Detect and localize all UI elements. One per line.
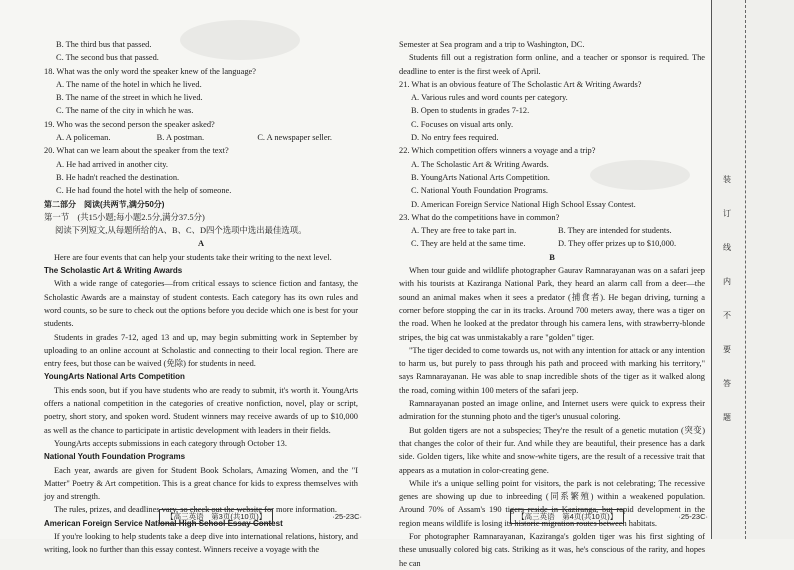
text-line: C. The second bus that passed. (56, 53, 159, 63)
option: C. A newspaper seller. (257, 133, 333, 143)
option: B. YoungArts National Arts Competition. (411, 172, 550, 182)
text-line: 第一节 (共15小题;每小题2.5分,满分37.5分) (44, 212, 205, 222)
question-23-options-row (399, 224, 705, 237)
text-line: 阅读下列短文,从每题所给的A、B、C、D四个选项中选出最佳选项。 (55, 226, 307, 236)
question-23: 23. What do the competitions have in common? (399, 212, 560, 222)
option: C. Focuses on visual arts only. (411, 119, 514, 129)
option: B. Open to students in grades 7-12. (411, 106, 530, 116)
option: A. Various rules and word counts per category. (411, 93, 568, 103)
paragraph: Students in grades 7-12, aged 13 and up, may begin submitting work in September by uploading to an online account at Scholastic and connecting to their local region. There are entry fees, but those can be waived (免除) for students in need. (44, 332, 358, 369)
paragraph: Students fill out a registration form online, and a teacher or sponsor is required. The deadline to enter is the first week of April. (399, 53, 705, 76)
text-line: A. The name of the hotel in which he lived. (56, 79, 202, 89)
binding-char: 线 (723, 243, 731, 252)
paragraph-continued: Semester at Sea program and a trip to Washington, DC. (399, 40, 585, 49)
paragraph: The rules, prizes, and deadlines vary, so check out the website for more information. (54, 505, 337, 515)
part-heading: 第二部分 阅读(共两节,满分50分) (44, 199, 165, 209)
page-number-label: 【高三英语 第4页(共10页)】 (510, 509, 624, 524)
question-23-options-row (399, 237, 705, 250)
binding-char: 答 (723, 379, 731, 388)
page-number-label: 【高三英语 第3页(共10页)】 (159, 509, 273, 524)
question-22: 22. Which competition offers winners a voyage and a trip? (399, 146, 596, 156)
option: A. The Scholastic Art & Writing Awards. (411, 159, 549, 169)
text-line: C. He had found the hotel with the help of someone. (56, 186, 232, 196)
text-line: B. The third bus that passed. (56, 40, 152, 49)
option: D. They offer prizes up to $10,000. (558, 239, 677, 249)
binding-char: 要 (723, 345, 731, 354)
section-heading: The Scholastic Art & Writing Awards (44, 266, 183, 276)
text-line: A. He had arrived in another city. (56, 159, 169, 169)
passage-letter: B (549, 252, 555, 262)
option: A. A policeman. (56, 133, 111, 143)
binding-char: 装 (723, 175, 731, 184)
text-line: 20. What can we learn about the speaker from the text? (44, 146, 229, 156)
paragraph: If you're looking to help students take a deep dive into international relations, history, and writing, look no further than this essay contest. Winners receive a voyage with the (44, 531, 358, 555)
paragraph: While it's a unique selling point for visitors, the park is not celebrating; The recessive genes are showing up due to inbreeding (同系繁殖) within a weakened population. Around 70% of Assam's 190 tigers reside in Kaziranga, but rapid development in the region means wildlife is losing its historic migration routes between habitats. (399, 478, 705, 528)
question-19-options (44, 131, 358, 144)
text-line: C. The name of the city in which he was. (56, 106, 194, 116)
option: C. National Youth Foundation Programs. (411, 186, 549, 196)
cut-line (745, 0, 747, 539)
question-21: 21. What is an obvious feature of The Scholastic Art & Writing Awards? (399, 79, 642, 89)
section-heading: American Foreign Service National High School Essay Contest (44, 518, 283, 528)
paragraph: "The tiger decided to come towards us, not with any intention for attack or any intention to harm us, but purely to pass through his path and proceed with marking his territory," says Ramnarayanan. He was able to snap incredible shots of the tiger as it walked along the road, coming within 100 meters of the safari jeep. (399, 345, 705, 395)
intro-paragraph: Here are four events that can help your students take their writing to the next level. (54, 252, 332, 262)
section-heading: National Youth Foundation Programs (44, 452, 186, 462)
paragraph: Ramnarayanan posted an image online, and Internet users were quick to express their admiration for the stunning photo and the tiger's unusual coloring. (399, 399, 705, 422)
paragraph: When tour guide and wildlife photographer Gaurav Ramnarayanan was on a safari jeep with his tourists at Kaziranga National Park, they heard an alarm call from a deer—the sound an animal makes when it sees a predator (捕食者). He began driving, turning a corner before stopping the car in its tracks. Around 700 meters away, there was a tiger on the road. When he looked at the predator through his camera lens, with strawberry-blonde stripes, the big cat was unmistakably a rare "golden" tiger. (399, 266, 705, 342)
passage-letter: A (197, 239, 205, 249)
binding-notice (721, 175, 733, 422)
paragraph: YoungArts accepts submissions in each category through October 13. (54, 438, 287, 448)
text-line: B. The name of the street in which he lived. (56, 93, 203, 103)
left-page-column (44, 38, 358, 557)
paragraph: For photographer Ramnarayanan, Kaziranga's golden tiger was his first sighting of these unusually colored big cats. Striking as it was, he's conscious of the rarity, and hopes he can (399, 531, 705, 568)
paragraph: This ends soon, but if you have students who are ready to submit, it's worth it. YoungArts offers a national competition in the categories of creative nonfiction, novel, play or script, poetry, short story, and spoken word. Student winners may receive awards of up to $10,000 as well as the chance to participate in artistic development with leaders in their fields. (44, 385, 358, 435)
page-edge-line (711, 0, 712, 539)
paragraph: With a wide range of categories—from critical essays to science fiction and fantasy, the Scholastic Awards are a mainstay of student contests. Each category has its own rules and word counts, so be sure to check out the options before you decide which one is best for your students. (44, 279, 358, 329)
text-line: B. He hadn't reached the destination. (56, 172, 180, 182)
option: B. A postman. (156, 133, 205, 143)
paragraph: But golden tigers are not a subspecies; They're the result of a genetic mutation (突变) that changes the color of their fur. And while they are beautiful, their presence has a dark side. Golden tigers, like white and snow-white tigers, are the result of a recessive trait that appears as a mutation in color-creating gene. (399, 425, 705, 475)
right-page-footer (396, 509, 708, 524)
option: B. They are intended for students. (558, 226, 672, 236)
text-line: 18. What was the only word the speaker knew of the language? (44, 66, 256, 76)
section-heading: YoungArts National Arts Competition (44, 372, 185, 382)
option: D. American Foreign Service National High School Essay Contest. (411, 199, 636, 209)
binding-char: 不 (723, 311, 731, 320)
left-page-footer (40, 509, 362, 524)
text-line: 19. Who was the second person the speaker asked? (44, 119, 215, 129)
paragraph: Each year, awards are given for Student Book Scholars, Amazing Women, and the "I Matter" Poetry & Art competition. This is a great chance for kids to express themselves with joy and strength. (44, 465, 358, 502)
option: A. They are free to take part in. (411, 226, 517, 236)
binding-char: 内 (723, 277, 731, 286)
right-page-column (399, 38, 705, 570)
binding-char: 题 (723, 413, 731, 422)
binding-char: 订 (723, 209, 731, 218)
option: C. They are held at the same time. (411, 239, 526, 249)
exam-code: ·25-23C· (678, 512, 708, 521)
option: D. No entry fees required. (411, 133, 499, 143)
exam-code: ·25-23C· (332, 512, 362, 521)
